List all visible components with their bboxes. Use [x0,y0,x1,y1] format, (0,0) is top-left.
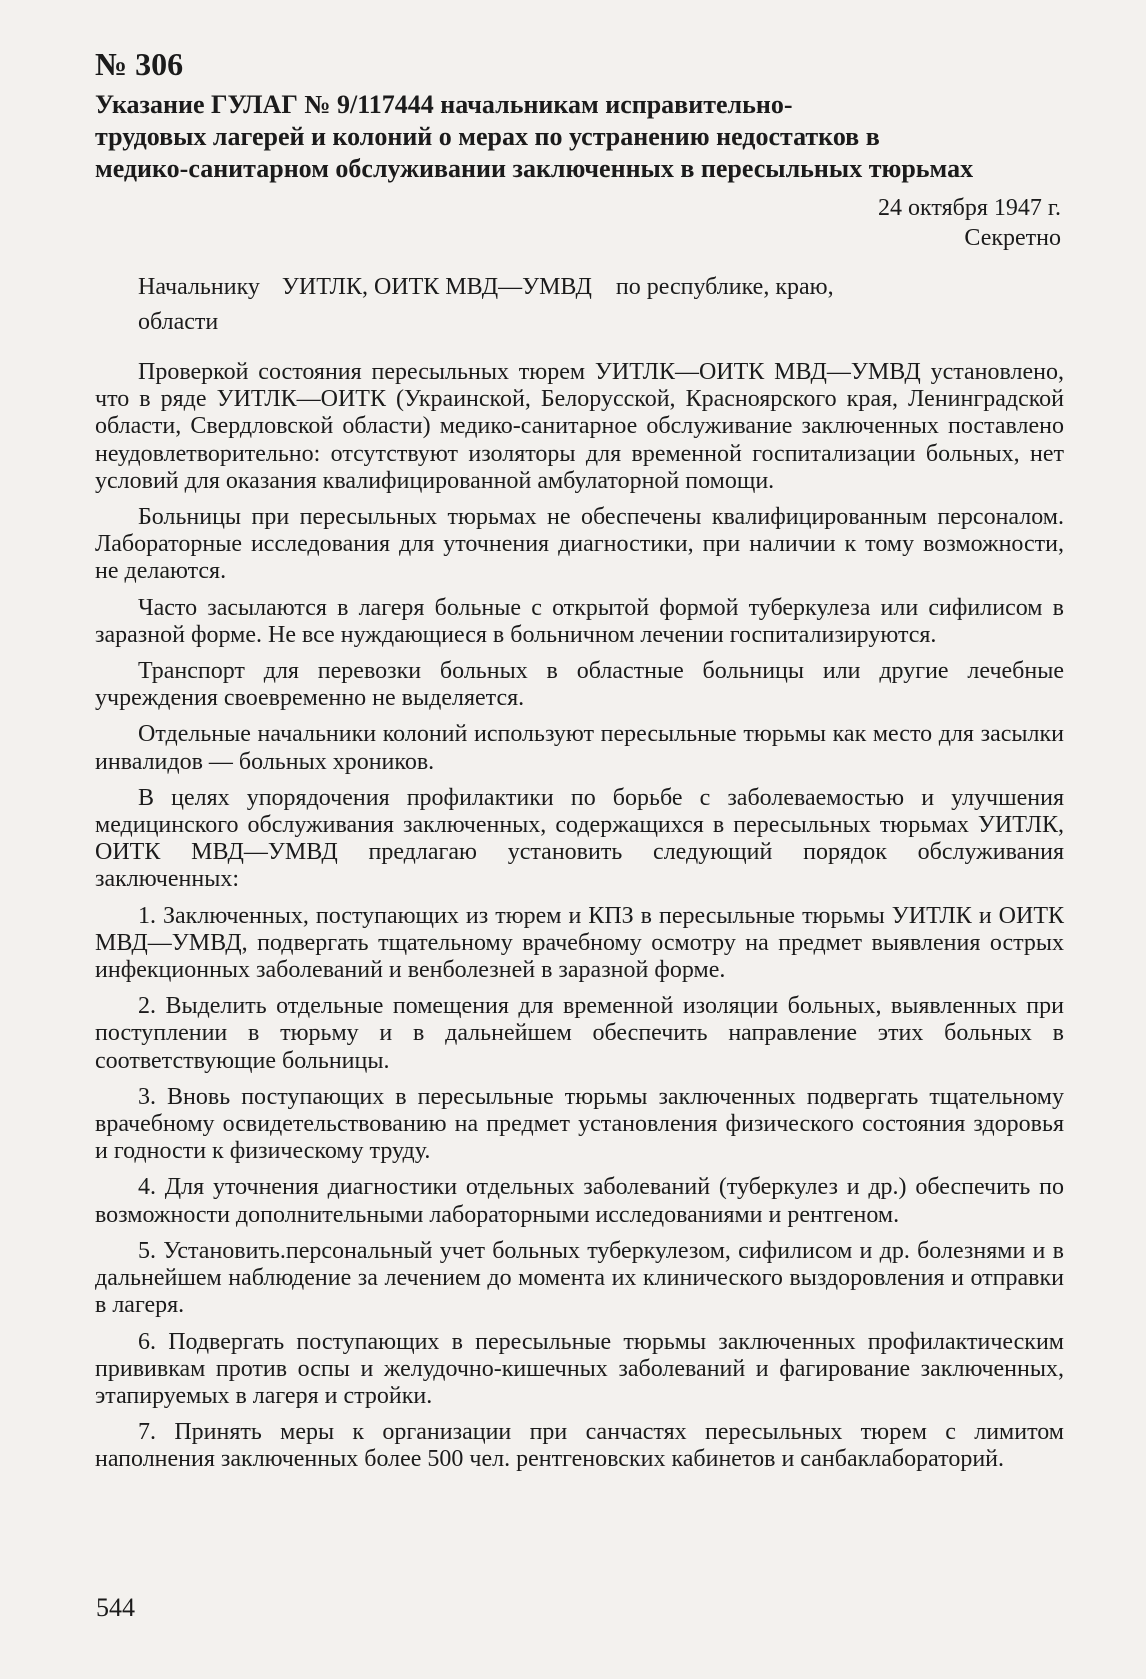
addressee-label: Начальнику [138,274,260,300]
list-item-3: 3. Вновь поступающих в пересыльные тюрьмы заключенных подвергать тщательному врачебному освидетельствованию на предмет установления физического состояния здоровья и годности к физическому труду. [95,1083,1064,1165]
addressee-scope: по республике, краю, [615,274,834,300]
body-paragraph: Проверкой состояния пересыльных тюрем УИТЛК—ОИТК МВД—УМВД установлено, что в ряде УИТЛК—ОИТК (Украинской, Белорусской, Красноярского края, Ленинградской области, Свердловской области) медико-санитарное обслуживание заключенных поставлено неудовлетворительно: отсутствуют изоляторы для временной госпитализации больных, нет условий для оказания квалифицированной амбулаторной помощи. [95,359,1064,494]
body-paragraph: Отдельные начальники колоний используют пересыльные тюрьмы как место для засылки инвалидов — больных хроников. [95,721,1064,775]
body-paragraph: Часто засылаются в лагеря больные с открытой формой туберкулеза или сифилисом в заразной форме. Не все нуждающиеся в больничном лечении госпитализируются. [95,594,1064,648]
addressee-line [138,270,1018,305]
body-paragraph: В целях упорядочения профилактики по борьбе с заболеваемостью и улучшения медицинского обслуживания заключенных, содержащихся в пересыльных тюрьмах УИТЛК, ОИТК МВД—УМВД предлагаю установить следующий порядок обслуживания заключенных: [95,784,1064,893]
body-paragraph: Транспорт для перевозки больных в областные больницы или другие лечебные учреждения своевременно не выделяется. [95,658,1064,712]
document-number: № 306 [95,46,184,82]
list-item-4: 4. Для уточнения диагностики отдельных заболеваний (туберкулез и др.) обеспечить по возможности дополнительными лабораторными исследованиями и рентгеном. [95,1174,1064,1228]
addressee-block [138,270,1018,340]
document-body [95,359,1064,1483]
list-item-6: 6. Подвергать поступающих в пересыльные тюрьмы заключенных профилактическим прививкам против оспы и желудочно-кишечных заболеваний и фагирование заключенных, этапируемых в лагеря и стройки. [95,1328,1064,1409]
document-meta [878,193,1061,253]
document-date: 24 октября 1947 г. [878,195,1061,221]
classification-stamp: Секретно [964,225,1061,251]
body-paragraph: Больницы при пересыльных тюрьмах не обеспечены квалифицированным персоналом. Лабораторные исследования для уточнения диагностики, при наличии к тому возможности, не делаются. [95,504,1064,585]
list-item-2: 2. Выделить отдельные помещения для временной изоляции больных, выявленных при поступлении в тюрьму и в дальнейшем обеспечить направление этих больных в соответствующие больницы. [95,993,1064,1074]
title-line: трудовых лагерей и колоний о мерах по устранению недостатков в [95,122,880,151]
page-number: 544 [96,1593,135,1622]
document-title [95,89,1055,185]
list-item-7: 7. Принять меры к организации при санчастях пересыльных тюрем с лимитом наполнения заключенных более 500 чел. рентгеновских кабинетов и санбаклабораторий. [95,1419,1064,1473]
addressee-scope-continuation: области [138,309,219,335]
list-item-1: 1. Заключенных, поступающих из тюрем и КПЗ в пересыльные тюрьмы УИТЛК и ОИТК МВД—УМВД, подвергать тщательному врачебному осмотру на предмет выявления острых инфекционных заболеваний и венболезней в заразной форме. [95,902,1064,984]
list-item-5: 5. Установить.персональный учет больных туберкулезом, сифилисом и др. болезнями и в дальнейшем наблюдение за лечением до момента их клинического выздоровления и отправки в лагеря. [95,1237,1064,1319]
addressee-org: УИТЛК, ОИТК МВД—УМВД [281,274,592,300]
title-line: медико-санитарном обслуживании заключенных в пересыльных тюрьмах [95,154,974,183]
title-line: Указание ГУЛАГ № 9/117444 начальникам исправительно- [95,90,793,119]
